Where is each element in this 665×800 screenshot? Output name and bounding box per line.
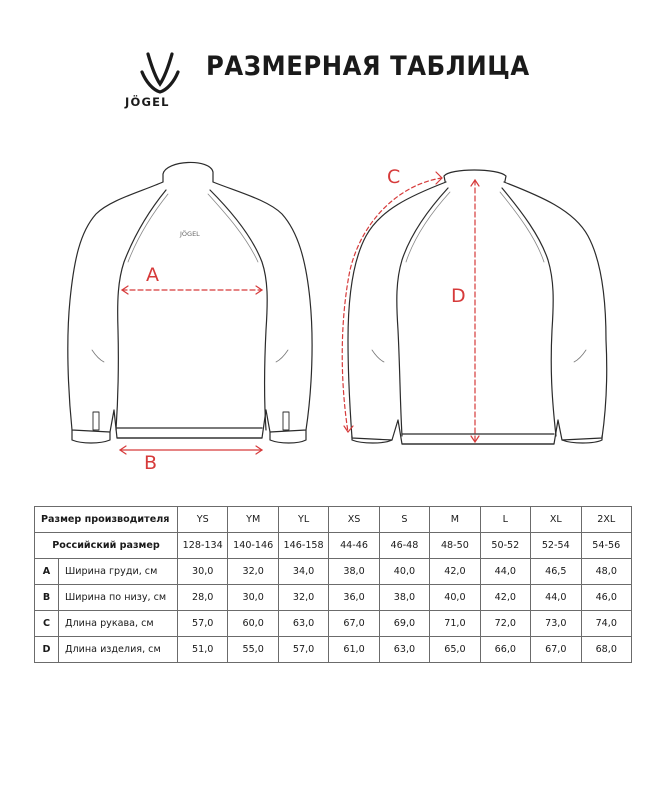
table-row-b bbox=[35, 585, 632, 611]
table-row-a bbox=[35, 559, 632, 585]
value-cell: 57,0 bbox=[178, 611, 228, 637]
value-cell: 65,0 bbox=[430, 637, 480, 663]
value-cell: 48,0 bbox=[581, 559, 632, 585]
page-title: РАЗМЕРНАЯ ТАБЛИЦА bbox=[206, 51, 530, 82]
value-cell: 46,5 bbox=[531, 559, 581, 585]
brand-name: JÖGEL bbox=[125, 95, 170, 109]
size-cell: 2XL bbox=[581, 507, 632, 533]
value-cell: 67,0 bbox=[531, 637, 581, 663]
value-cell: 60,0 bbox=[228, 611, 278, 637]
russian-size-cell: 46-48 bbox=[379, 533, 429, 559]
table-row-manufacturer bbox=[35, 507, 632, 533]
russian-size-cell: 140-146 bbox=[228, 533, 278, 559]
row-letter: B bbox=[35, 585, 59, 611]
value-cell: 38,0 bbox=[379, 585, 429, 611]
row-letter: A bbox=[35, 559, 59, 585]
row-label: Длина изделия, см bbox=[59, 637, 178, 663]
value-cell: 44,0 bbox=[480, 559, 530, 585]
value-cell: 51,0 bbox=[178, 637, 228, 663]
front-view bbox=[68, 162, 312, 443]
value-cell: 32,0 bbox=[278, 585, 328, 611]
value-cell: 72,0 bbox=[480, 611, 530, 637]
row-label: Ширина груди, см bbox=[59, 559, 178, 585]
value-cell: 30,0 bbox=[228, 585, 278, 611]
row-label: Ширина по низу, см bbox=[59, 585, 178, 611]
value-cell: 63,0 bbox=[278, 611, 328, 637]
value-cell: 61,0 bbox=[329, 637, 379, 663]
russian-size-cell: 54-56 bbox=[581, 533, 632, 559]
value-cell: 40,0 bbox=[430, 585, 480, 611]
value-cell: 42,0 bbox=[480, 585, 530, 611]
value-cell: 71,0 bbox=[430, 611, 480, 637]
manufacturer-size-label: Размер производителя bbox=[35, 507, 178, 533]
dimension-label-c: C bbox=[387, 166, 401, 188]
size-cell: YS bbox=[178, 507, 228, 533]
russian-size-cell: 146-158 bbox=[278, 533, 328, 559]
value-cell: 46,0 bbox=[581, 585, 632, 611]
value-cell: 66,0 bbox=[480, 637, 530, 663]
table-row-russian bbox=[35, 533, 632, 559]
dimension-label-b: B bbox=[144, 452, 158, 474]
chest-logo: JÖGEL bbox=[180, 230, 200, 238]
size-cell: XL bbox=[531, 507, 581, 533]
size-cell: XS bbox=[329, 507, 379, 533]
value-cell: 55,0 bbox=[228, 637, 278, 663]
value-cell: 63,0 bbox=[379, 637, 429, 663]
table-row-d bbox=[35, 637, 632, 663]
value-cell: 34,0 bbox=[278, 559, 328, 585]
value-cell: 42,0 bbox=[430, 559, 480, 585]
russian-size-cell: 128-134 bbox=[178, 533, 228, 559]
back-view bbox=[348, 170, 607, 444]
dimension-label-a: A bbox=[146, 264, 159, 286]
size-cell: YL bbox=[278, 507, 328, 533]
value-cell: 69,0 bbox=[379, 611, 429, 637]
table-row-c bbox=[35, 611, 632, 637]
value-cell: 32,0 bbox=[228, 559, 278, 585]
row-letter: D bbox=[35, 637, 59, 663]
row-label: Длина рукава, см bbox=[59, 611, 178, 637]
value-cell: 28,0 bbox=[178, 585, 228, 611]
size-cell: M bbox=[430, 507, 480, 533]
value-cell: 40,0 bbox=[379, 559, 429, 585]
value-cell: 38,0 bbox=[329, 559, 379, 585]
russian-size-cell: 50-52 bbox=[480, 533, 530, 559]
value-cell: 67,0 bbox=[329, 611, 379, 637]
russian-size-cell: 44-46 bbox=[329, 533, 379, 559]
size-table bbox=[34, 506, 632, 663]
russian-size-cell: 48-50 bbox=[430, 533, 480, 559]
size-cell: S bbox=[379, 507, 429, 533]
value-cell: 73,0 bbox=[531, 611, 581, 637]
value-cell: 36,0 bbox=[329, 585, 379, 611]
value-cell: 30,0 bbox=[178, 559, 228, 585]
value-cell: 68,0 bbox=[581, 637, 632, 663]
russian-size-cell: 52-54 bbox=[531, 533, 581, 559]
dimension-label-d: D bbox=[451, 285, 466, 307]
russian-size-label: Российский размер bbox=[35, 533, 178, 559]
garment-drawing bbox=[0, 150, 665, 470]
size-cell: L bbox=[480, 507, 530, 533]
value-cell: 74,0 bbox=[581, 611, 632, 637]
size-cell: YM bbox=[228, 507, 278, 533]
row-letter: C bbox=[35, 611, 59, 637]
value-cell: 57,0 bbox=[278, 637, 328, 663]
value-cell: 44,0 bbox=[531, 585, 581, 611]
